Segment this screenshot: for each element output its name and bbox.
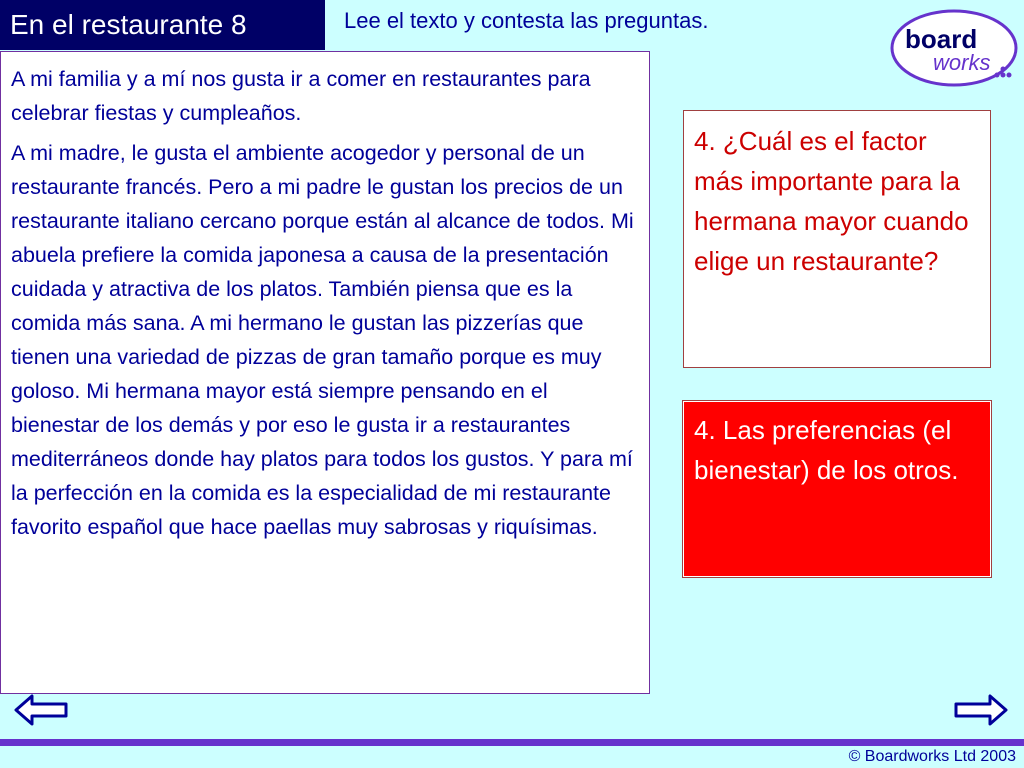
slide-title: En el restaurante 8 (0, 0, 325, 50)
answer-box (683, 401, 991, 577)
right-arrow-icon[interactable] (952, 690, 1010, 730)
question-box (683, 110, 991, 368)
logo-word-board: board (905, 24, 978, 54)
instruction-text: Lee el texto y contesta las preguntas. (344, 8, 709, 33)
question-text: 4. ¿Cuál es el factor más importante para la hermana mayor cuando elige un restaurante? (694, 126, 969, 276)
left-arrow-icon[interactable] (12, 690, 70, 730)
footer-bar (0, 739, 1024, 746)
passage-paragraph-1: A mi familia y a mí nos gusta ir a comer en restaurantes para celebrar fiestas y cumpleaños. (11, 67, 591, 125)
answer-text: 4. Las preferencias (el bienestar) de los otros. (694, 415, 959, 485)
reading-passage (0, 51, 650, 694)
passage-paragraph-2: A mi madre, le gusta el ambiente acogedor y personal de un restaurante francés. Pero a mi padre le gustan los precios de un restaurante italiano cercano porque están al alcance de todos. Mi abuela prefiere la comida japonesa a causa de la presentación cuidada y atractiva de los platos. También piensa que es la comida más sana. A mi hermano le gustan las pizzerías que tienen una variedad de pizzas de gran tamaño porque es muy goloso. Mi hermana mayor está siempre pensando en el bienestar de los demás y por eso le gusta ir a restaurantes mediterráneos donde hay platos para todos los gustos. Y para mí la perfección en la comida es la especialidad de mi restaurante favorito español que hace paellas muy sabrosas y riquísimas. (11, 141, 634, 539)
copyright-text: © Boardworks Ltd 2003 (848, 748, 1016, 765)
boardworks-logo (889, 8, 1019, 88)
logo-word-works: works (933, 50, 991, 75)
